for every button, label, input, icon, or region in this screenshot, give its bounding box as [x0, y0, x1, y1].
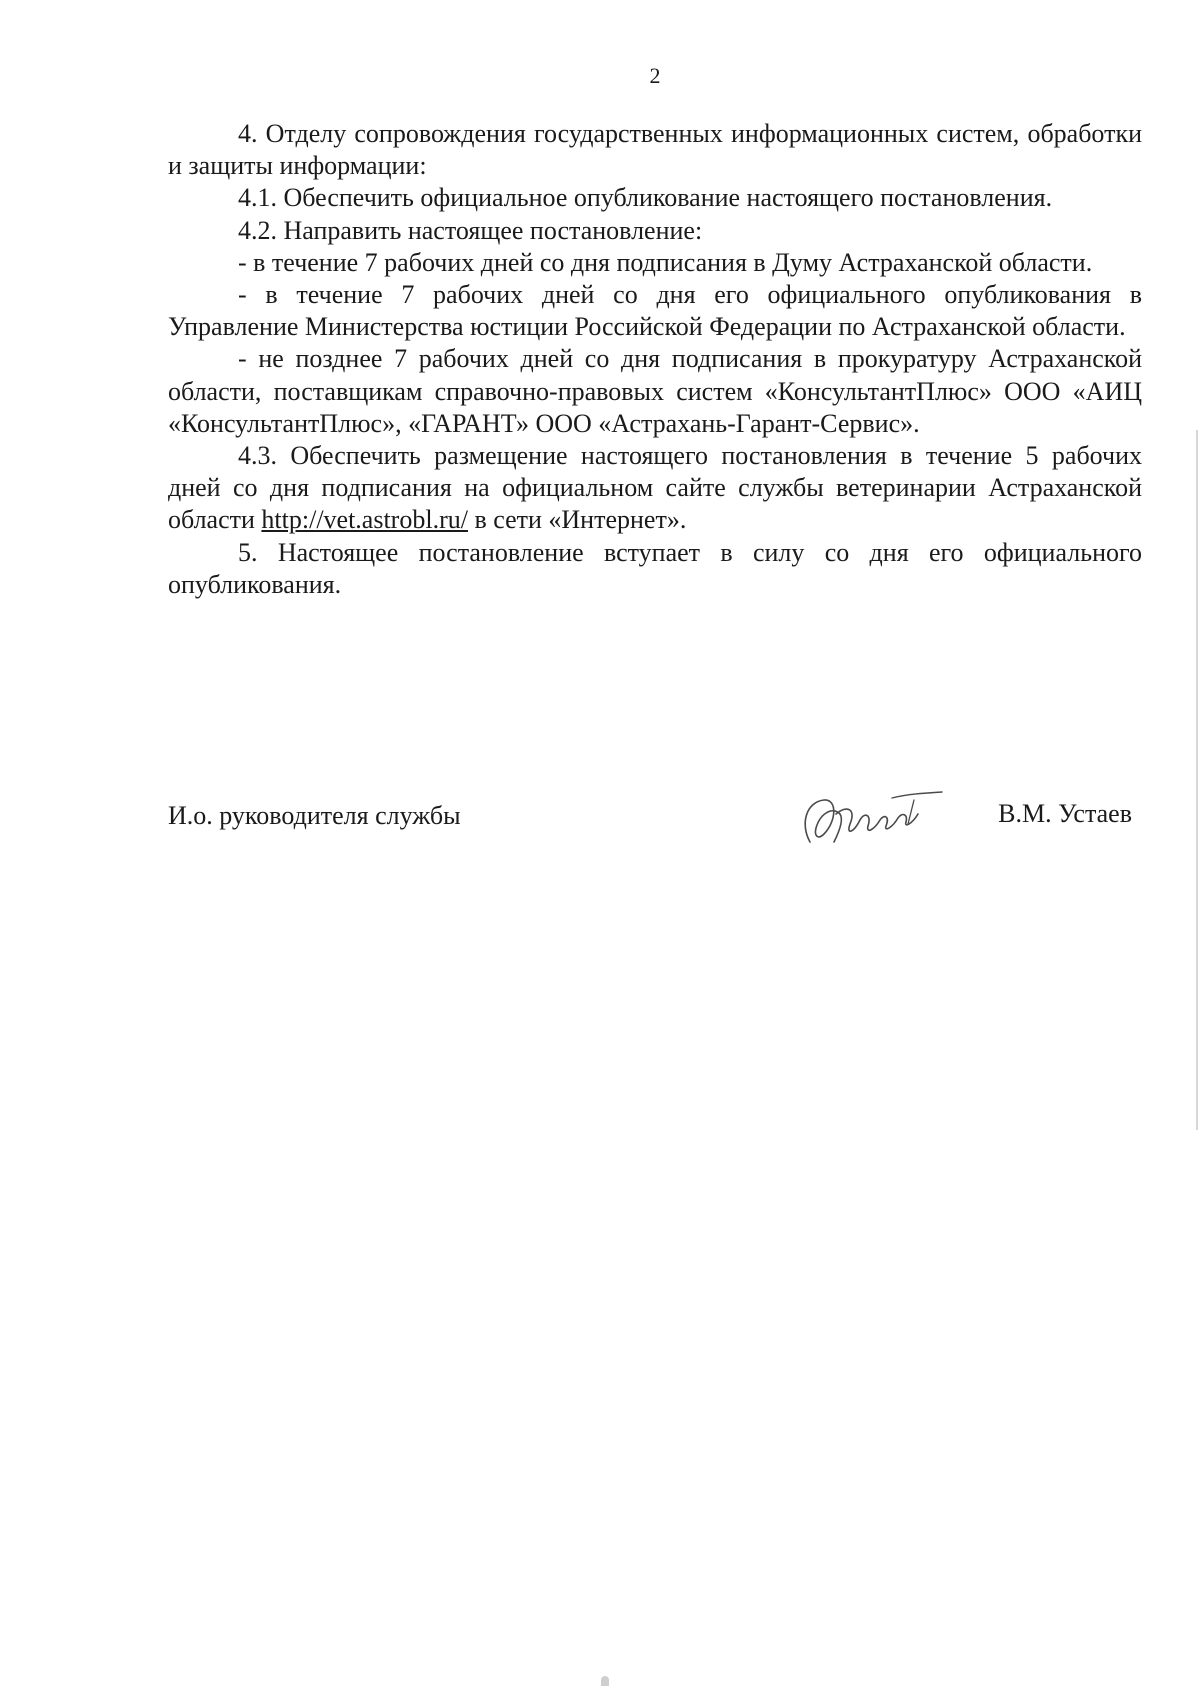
signer-title: И.о. руководителя службы — [168, 801, 461, 830]
signature-block — [168, 790, 1142, 870]
website-link[interactable]: http://vet.astrobl.ru/ — [261, 505, 468, 535]
page-number: 2 — [649, 63, 661, 88]
paragraph-4: 4. Отделу сопровождения государственных информационных систем, обработки и защиты информации: — [168, 119, 1142, 181]
document-body — [168, 118, 1142, 601]
paragraph-4-3-tail: в сети «Интернет». — [467, 505, 687, 535]
paragraph-5: 5. Настоящее постановление вступает в силу со дня его официального опубликования. — [168, 537, 1142, 599]
scan-speck — [601, 1676, 609, 1686]
paragraph-4-1: 4.1. Обеспечить официальное опубликование настоящего постановления. — [238, 183, 1053, 213]
signer-name: В.М. Устаев — [998, 799, 1132, 828]
paragraph-4-3-text: 4.3. Обеспечить размещение настоящего постановления в течение 5 рабочих дней со дня подписания на официальном сайте службы ветеринарии Астраханской области — [168, 441, 1142, 535]
paragraph-4-2: 4.2. Направить настоящее постановление: — [238, 215, 703, 245]
paragraph-4-3 — [168, 440, 1142, 537]
paragraph-4-2-duma: - в течение 7 рабочих дней со дня подписания в Думу Астраханской области. — [238, 247, 1093, 277]
handwritten-signature — [796, 784, 946, 856]
paragraph-4-2-ministry: - в течение 7 рабочих дней со дня его официального опубликования в Управление Министерства юстиции Российской Федерации по Астраханской области. — [168, 280, 1142, 342]
paragraph-4-2-prosecutor: - не позднее 7 рабочих дней со дня подписания в прокуратуру Астраханской области, поставщикам справочно-правовых систем «КонсультантПлюс» ООО «АИЦ «КонсультантПлюс», «ГАРАНТ» ООО «Астрахань-Гарант-Сервис». — [168, 344, 1142, 438]
scan-edge-shadow — [1196, 430, 1198, 1130]
